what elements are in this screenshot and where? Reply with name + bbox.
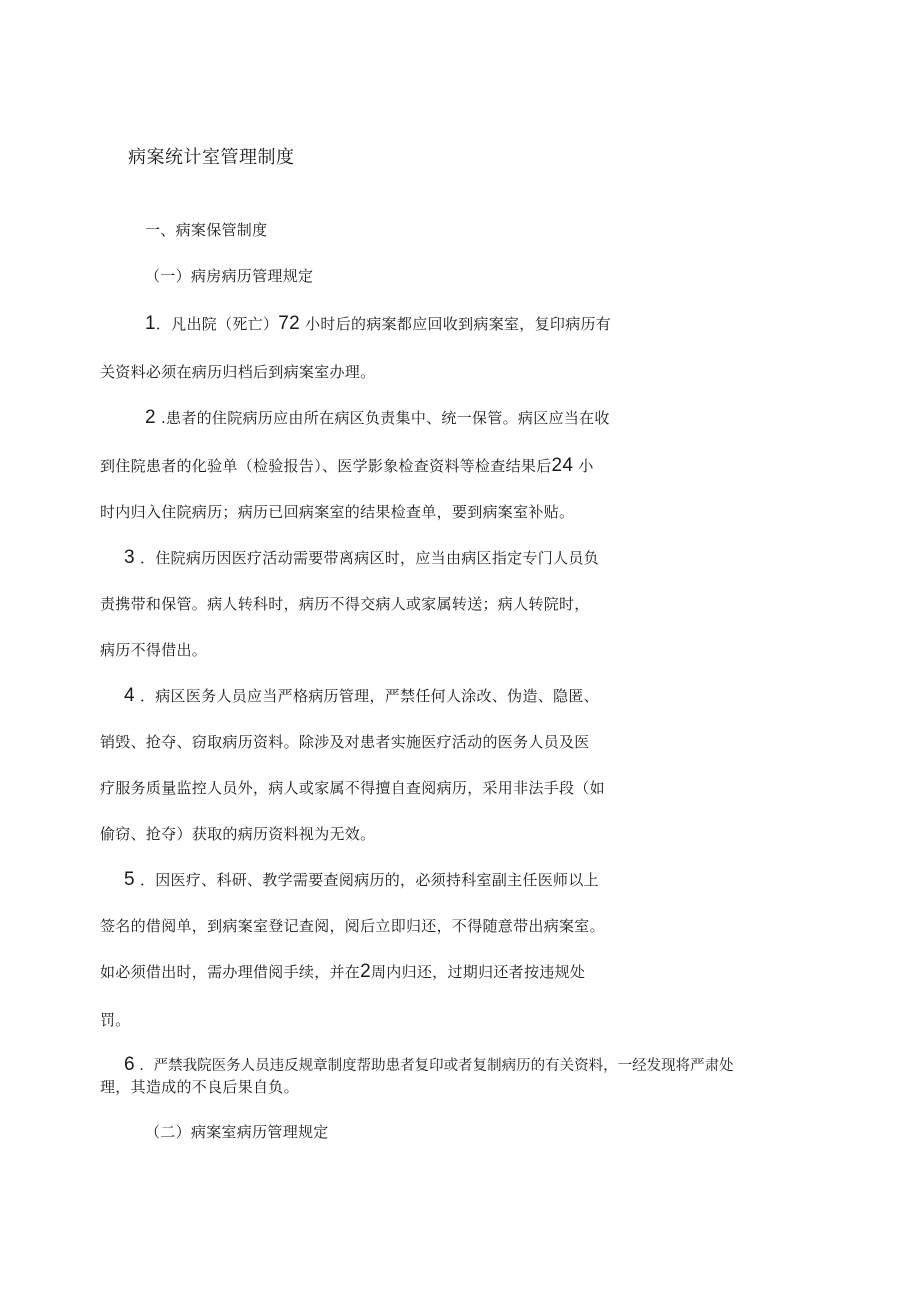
subsection-heading: （二）病案室病历管理规定 [145, 1123, 329, 1141]
item-3-line-1 [124, 548, 599, 568]
item-text: 到住院患者的化验单（检验报告）、医学影象检查资料等检查结果后 [100, 457, 552, 475]
item-number: 3 [124, 547, 135, 568]
item-text: 如必须借出时，需办理借阅手续，并在 [100, 963, 361, 981]
subsection-heading: （一）病房病历管理规定 [145, 267, 314, 285]
item-6-line-1 [124, 1055, 734, 1076]
item-number: 1 [145, 313, 156, 334]
item-number: 2 [145, 407, 156, 428]
item-text: ．病区医务人员应当严格病历管理，严禁任何人涂改、伪造、隐匿、 [139, 687, 599, 705]
item-text: ．严禁我院医务人员违反规章制度帮助患者复印或者复制病历的有关资料，一经发现将严肃处 [139, 1058, 734, 1074]
item-number-inline: 24 [551, 455, 574, 476]
item-number: 6 [124, 1054, 135, 1075]
item-text: 小 [578, 457, 594, 475]
section-heading: 一、病案保管制度 [145, 221, 268, 239]
item-2-line-1 [145, 408, 610, 428]
item-text: ．因医疗、科研、教学需要查阅病历的，必须持科室副主任医师以上 [139, 871, 599, 889]
item-1-line-2: 关资料必须在病历归档后到病案室办理。 [100, 363, 376, 381]
item-5-line-4: 罚。 [100, 1011, 131, 1029]
item-5-line-1 [124, 870, 599, 890]
item-text: ．住院病历因医疗活动需要带离病区时，应当由病区指定专门人员负 [139, 549, 599, 567]
item-text: ．凡出院（死亡） [155, 315, 279, 333]
item-number-inline: 72 [278, 313, 301, 334]
item-5-line-3 [100, 962, 585, 982]
item-5-line-2: 签名的借阅单，到病案室登记查阅，阅后立即归还，不得随意带出病案室。 [100, 917, 605, 935]
item-number-inline: 2 [360, 961, 371, 982]
item-3-line-2: 责携带和保管。病人转科时，病历不得交病人或家属转送；病人转院时， [100, 595, 590, 613]
item-text: 周内归还，过期归还者按违规处 [370, 963, 586, 981]
item-text: .患者的住院病历应由所在病区负责集中、统一保管。病区应当在收 [160, 409, 610, 427]
item-4-line-1 [124, 686, 599, 706]
item-6-line-2: 理，其造成的不良后果自负。 [100, 1078, 299, 1096]
item-text: 小时后的病案都应回收到病案室，复印病历有 [305, 315, 612, 333]
item-number: 5 [124, 869, 135, 890]
document-title: 病案统计室管理制度 [128, 147, 295, 168]
item-4-line-2: 销毁、抢夺、窃取病历资料。除涉及对患者实施医疗活动的医务人员及医 [100, 733, 590, 751]
item-number: 4 [124, 685, 135, 706]
item-3-line-3: 病历不得借出。 [100, 641, 208, 659]
item-2-line-3: 时内归入住院病历；病历已回病案室的结果检查单，要到病案室补贴。 [100, 503, 575, 521]
item-4-line-4: 偷窃、抢夺）获取的病历资料视为无效。 [100, 825, 376, 843]
item-4-line-3: 疗服务质量监控人员外，病人或家属不得擅自查阅病历，采用非法手段（如 [100, 779, 605, 797]
item-1-line-1 [145, 314, 611, 334]
item-2-line-2 [100, 456, 594, 476]
